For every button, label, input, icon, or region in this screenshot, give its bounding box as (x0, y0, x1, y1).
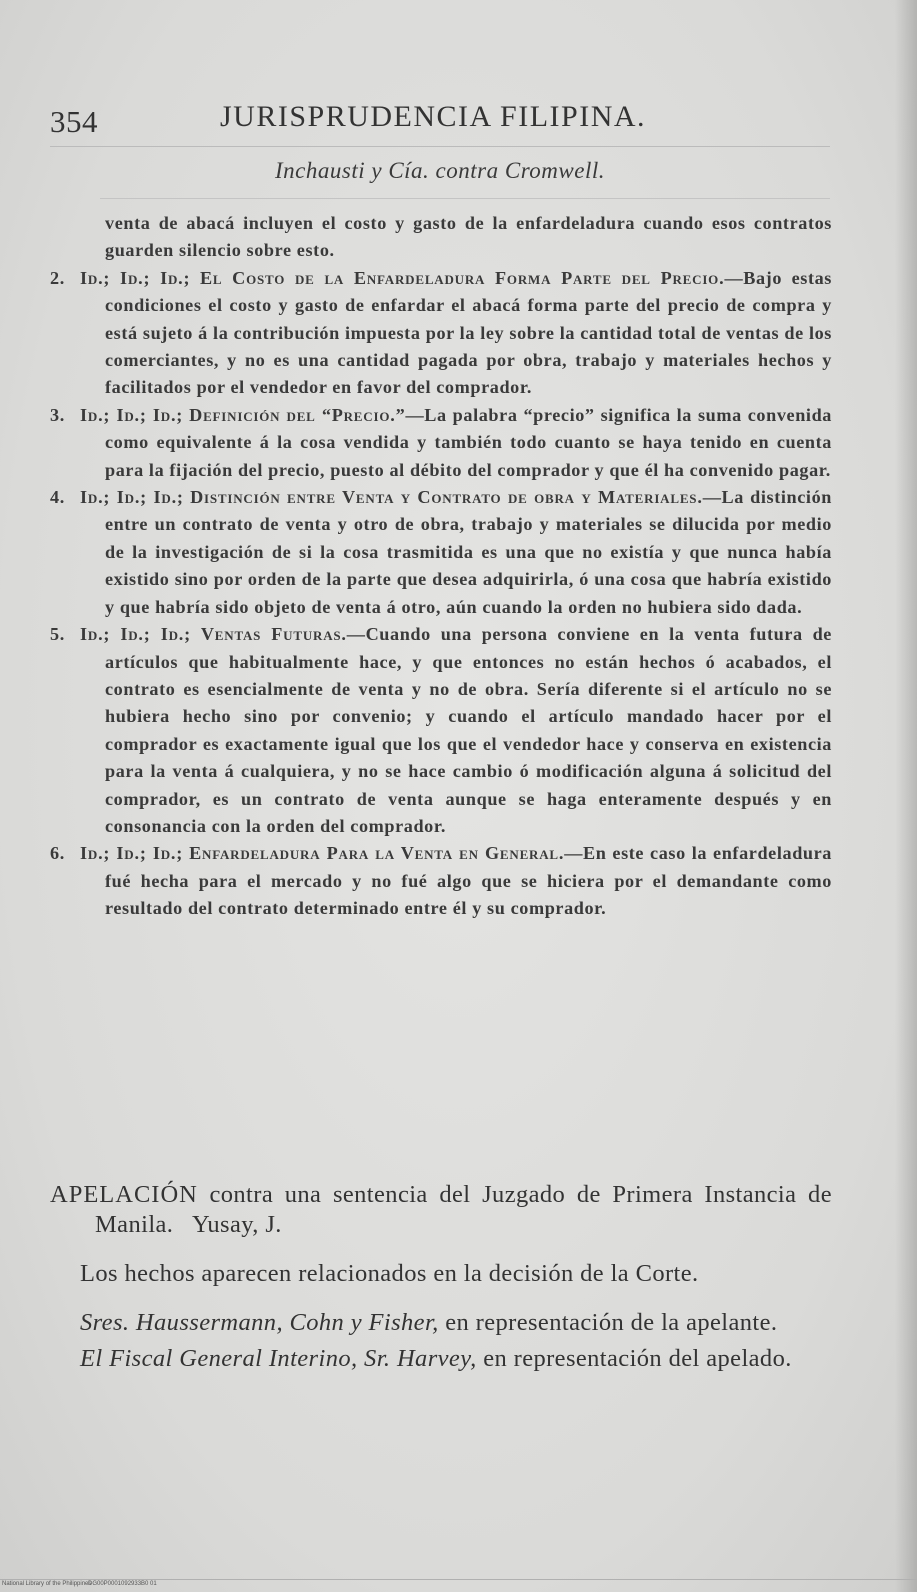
syllabus-item-prefix: Id.; Id.; Id.; (80, 487, 184, 508)
counsel-appellee-names: El Fiscal General Interino, Sr. Harvey, (80, 1345, 477, 1372)
syllabus-item-text: —En este caso la enfardeladura fué hecha para el mercado y no fué algo que se hiciera por el demandante como resultado del contrato determinado entre él y su comprador. (105, 843, 832, 919)
syllabus-item-heading: Enfardeladura Para la Venta en General. (189, 843, 565, 864)
appeal-text: contra una sentencia del Juzgado de Primera Instancia de Manila. (95, 1181, 832, 1238)
appeal-paragraph (50, 1180, 832, 1240)
syllabus-item-prefix: Id.; Id.; Id.; (80, 624, 191, 645)
syllabus-item (50, 402, 832, 484)
syllabus-item (50, 621, 832, 840)
syllabus-item-number: 5. (50, 624, 65, 645)
syllabus-item-number: 3. (50, 404, 65, 425)
syllabus-item (50, 265, 832, 402)
appeal-judge: Yusay, J. (192, 1211, 282, 1238)
syllabus-item-number: 6. (50, 843, 65, 864)
syllabus-item-prefix: Id.; Id.; Id.; (80, 404, 184, 425)
footer-code: DG00P0001092933B0 01 (88, 1581, 157, 1587)
counsel-appellant (50, 1308, 832, 1338)
case-title: Inchausti y Cía. contra Cromwell. (275, 158, 605, 183)
counsel-appellant-names: Sres. Haussermann, Cohn y Fisher, (80, 1309, 439, 1336)
appeal-lead: APELACIÓN (50, 1181, 198, 1208)
counsel-appellee (50, 1344, 832, 1374)
syllabus (50, 210, 832, 923)
header-rule (50, 146, 830, 147)
syllabus-item-text: —La distinción entre un contrato de venta y otro de obra, trabajo y materiales se dilucida por medio de la investigación de si la cosa trasmitida es una que no existía y que nunca había existido sino por orden de la parte que desea adquirirla, ó una cosa que habría existido y que habría sido objeto de venta á otro, aún cuando la orden no hubiera sido dada. (105, 487, 832, 617)
syllabus-item-text: —La palabra “precio” significa la suma convenida como equivalente á la cosa vendida y también todo cuanto se haya tenido en cuenta para la fijación del precio, puesto al débito del comprador y que él ha convenido pagar. (105, 404, 832, 480)
decision-body (50, 1180, 832, 1374)
syllabus-item-heading: Definición del “Precio.” (189, 404, 406, 425)
syllabus-item-heading: Distinción entre Venta y Contrato de obra y Materiales. (190, 487, 703, 508)
running-title: JURISPRUDENCIA FILIPINA. (220, 100, 647, 133)
footer-rule (0, 1579, 917, 1580)
syllabus-item-prefix: Id.; Id.; Id.; (80, 843, 184, 864)
facts-paragraph: Los hechos aparecen relacionados en la decisión de la Corte. (80, 1260, 699, 1287)
syllabus-item-prefix: Id.; Id.; Id.; (80, 267, 191, 288)
syllabus-item (50, 840, 832, 922)
page-header (50, 100, 840, 146)
scan-footer (0, 1579, 917, 1591)
page-edge-shadow (895, 0, 917, 1592)
syllabus-item-heading: El Costo de la Enfardeladura Forma Parte del Precio. (199, 267, 725, 288)
footer-library: National Library of the Philippines (2, 1581, 92, 1587)
syllabus-continuation: venta de abacá incluyen el costo y gasto de la enfardeladura cuando esos contratos guarden silencio sobre esto. (105, 213, 832, 261)
page-number: 354 (50, 104, 98, 139)
counsel-appellee-role: en representación del apelado. (483, 1345, 792, 1372)
syllabus-item-number: 2. (50, 267, 65, 288)
case-title-rule (100, 198, 830, 199)
syllabus-item (50, 484, 832, 621)
syllabus-item-text: —Bajo estas condiciones el costo y gasto de enfardar el abacá forma parte del precio de compra y está sujeto á la contribución impuesta por la ley sobre la cantidad total de ventas de los comerciantes, y no es una cantidad pagada por obra, trabajo y materiales hechos y facilitados por el vendedor en favor del comprador. (105, 267, 832, 398)
syllabus-item-heading: Ventas Futuras. (200, 624, 347, 645)
counsel-appellant-role: en representación de la apelante. (445, 1309, 778, 1336)
syllabus-item-text: —Cuando una persona conviene en la venta futura de artículos que habitualmente hace, y que entonces no están hechos ó acabados, el contrato es esencialmente de venta y no de obra. Sería diferente si el artículo no se hubiera hecho sino por convenio; y cuando el artículo mandado hacer por el comprador es exactamente igual que los que el vendedor hace y conserva en existencia para la venta á cualquiera, y no se hace cambio ó modificación alguna á solicitud del comprador, es un contrato de venta aunque se haga enteramente después y en consonancia con la orden del comprador. (105, 624, 832, 836)
syllabus-item-number: 4. (50, 487, 65, 508)
